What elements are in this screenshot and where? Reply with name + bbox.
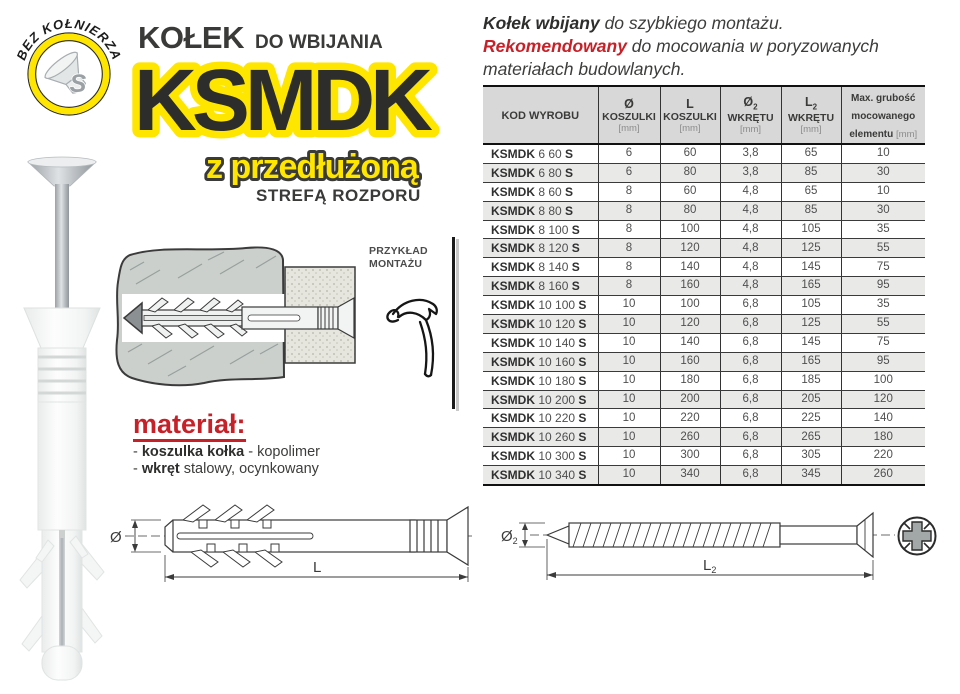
mounting-illustration — [108, 240, 358, 390]
spec-value: 6,8 — [720, 296, 781, 315]
table-row — [483, 352, 925, 371]
spec-value: 6,8 — [720, 466, 781, 485]
spec-value: 55 — [841, 239, 925, 258]
spec-value: 225 — [781, 409, 841, 428]
spec-value: 80 — [660, 163, 720, 182]
spec-value: 10 — [598, 333, 660, 352]
product-photo — [12, 148, 112, 694]
spec-value: 10 — [841, 182, 925, 201]
table-row — [483, 239, 925, 258]
spec-value: 8 — [598, 277, 660, 296]
col-header-3: $Ø_2$ WKRĘTU [mm] — [720, 86, 781, 144]
spec-value: 65 — [781, 182, 841, 201]
intro-bold-1: Kołek wbijany — [483, 13, 600, 33]
spec-value: 55 — [841, 315, 925, 334]
spec-value: 125 — [781, 315, 841, 334]
spec-value: 10 — [598, 428, 660, 447]
spec-value: 6,8 — [720, 352, 781, 371]
product-code: KSMDK 10 220 S — [483, 409, 598, 428]
spec-value: 100 — [660, 220, 720, 239]
intro-line-1 — [483, 12, 957, 35]
sleeve-diameter-label: Ø — [110, 529, 122, 546]
spec-value: 145 — [781, 258, 841, 277]
pozidriv-icon — [899, 518, 936, 555]
spec-value: 6 — [598, 163, 660, 182]
material-list — [133, 444, 320, 478]
product-code: KSMDK 8 120 S — [483, 239, 598, 258]
product-code: KSMDK 8 60 S — [483, 182, 598, 201]
spec-value: 6,8 — [720, 447, 781, 466]
spec-value: 4,8 — [720, 201, 781, 220]
spec-value: 6,8 — [720, 333, 781, 352]
spec-value: 165 — [781, 277, 841, 296]
spec-value: 10 — [598, 296, 660, 315]
col-header-1: Ø KOSZULKI [mm] — [598, 86, 660, 144]
intro-line-3: materiałach budowlanych. — [483, 59, 686, 79]
product-code: KSMDK 6 80 S — [483, 163, 598, 182]
photo-screw-shaft — [55, 184, 69, 310]
product-name: KSMDK — [134, 52, 428, 149]
product-code: KSMDK 8 100 S — [483, 220, 598, 239]
spec-value: 265 — [781, 428, 841, 447]
intro-recommended: Rekomendowany — [483, 36, 627, 56]
spec-value: 80 — [660, 201, 720, 220]
spec-value: 6,8 — [720, 428, 781, 447]
spec-value: 4,8 — [720, 239, 781, 258]
spec-value: 10 — [598, 371, 660, 390]
spec-value: 120 — [841, 390, 925, 409]
table-header-row — [483, 86, 925, 144]
spec-value: 120 — [660, 315, 720, 334]
no-collar-badge — [12, 2, 126, 118]
heading-do-wbijania: DO WBIJANIA — [255, 32, 383, 53]
mount-label-line1: PRZYKŁAD — [369, 245, 428, 257]
spec-value: 185 — [781, 371, 841, 390]
col-header-2: L KOSZULKI [mm] — [660, 86, 720, 144]
badge-arc-text: BEZ KOŁNIERZA — [13, 15, 125, 63]
spec-value: 4,8 — [720, 258, 781, 277]
vertical-divider — [452, 237, 455, 409]
spec-value: 10 — [598, 409, 660, 428]
spec-value: 120 — [660, 239, 720, 258]
product-code: KSMDK 10 300 S — [483, 447, 598, 466]
intro-rest-2: do mocowania w poryzowanych — [626, 36, 879, 56]
product-spec-table — [483, 85, 925, 486]
spec-value: 65 — [781, 144, 841, 163]
spec-value: 10 — [598, 466, 660, 485]
photo-tip — [42, 646, 82, 680]
intro-line-2 — [483, 35, 957, 58]
col-header-4: $L_2$ WKRĘTU [mm] — [781, 86, 841, 144]
product-code: KSMDK 10 140 S — [483, 333, 598, 352]
spec-value: 220 — [841, 447, 925, 466]
spec-value: 35 — [841, 296, 925, 315]
spec-value: 300 — [660, 447, 720, 466]
spec-value: 3,8 — [720, 163, 781, 182]
spec-value: 345 — [781, 466, 841, 485]
spec-value: 260 — [841, 466, 925, 485]
spec-value: 105 — [781, 296, 841, 315]
spec-value: 10 — [598, 315, 660, 334]
spec-value: 8 — [598, 258, 660, 277]
photo-sleeve-body — [38, 402, 86, 530]
spec-value: 180 — [660, 371, 720, 390]
spec-value: 75 — [841, 333, 925, 352]
table-row — [483, 277, 925, 296]
table-row — [483, 409, 925, 428]
product-code: KSMDK 8 160 S — [483, 277, 598, 296]
spec-value: 145 — [781, 333, 841, 352]
spec-value: 75 — [841, 258, 925, 277]
table-row — [483, 390, 925, 409]
spec-value: 60 — [660, 182, 720, 201]
hammer-icon — [381, 287, 443, 379]
spec-value: 8 — [598, 182, 660, 201]
table-row — [483, 428, 925, 447]
spec-value: 6 — [598, 144, 660, 163]
spec-value: 95 — [841, 352, 925, 371]
spec-value: 8 — [598, 239, 660, 258]
material-heading: materiał: — [133, 409, 246, 442]
mount-label-line2: MONTAŻU — [369, 258, 423, 270]
table-body — [483, 144, 925, 485]
spec-value: 85 — [781, 163, 841, 182]
photo-sleeve-collar — [24, 308, 100, 348]
product-name-art — [122, 40, 462, 154]
table-row — [483, 296, 925, 315]
material-item: - koszulka kołka - kopolimer — [133, 444, 320, 460]
spec-value: 4,8 — [720, 277, 781, 296]
table-row — [483, 220, 925, 239]
product-code: KSMDK 10 260 S — [483, 428, 598, 447]
spec-value: 160 — [660, 277, 720, 296]
spec-value: 105 — [781, 220, 841, 239]
spec-value: 85 — [781, 201, 841, 220]
subtitle-highlight: z przedłużoną — [206, 148, 418, 186]
spec-value: 220 — [660, 409, 720, 428]
spec-value: 200 — [660, 390, 720, 409]
screw-diameter-label: $Ø_2$ — [501, 528, 518, 546]
table-row — [483, 315, 925, 334]
spec-value: 125 — [781, 239, 841, 258]
subtitle-rest: STREFĄ ROZPORU — [256, 186, 421, 205]
spec-value: 10 — [598, 390, 660, 409]
sleeve-drawing — [95, 497, 480, 597]
spec-value: 140 — [841, 409, 925, 428]
badge-letter: S — [69, 70, 87, 98]
table-row — [483, 466, 925, 485]
spec-value: 30 — [841, 201, 925, 220]
spec-value: 340 — [660, 466, 720, 485]
spec-value: 140 — [660, 333, 720, 352]
spec-value: 35 — [841, 220, 925, 239]
intro-rest-1: do szybkiego montażu. — [599, 13, 784, 33]
spec-value: 30 — [841, 163, 925, 182]
spec-value: 10 — [841, 144, 925, 163]
screw-drawing — [495, 497, 955, 597]
table-row — [483, 201, 925, 220]
mount-example-label — [369, 245, 428, 271]
product-code: KSMDK 10 200 S — [483, 390, 598, 409]
spec-value: 6,8 — [720, 390, 781, 409]
table-row — [483, 163, 925, 182]
product-code: KSMDK 8 80 S — [483, 201, 598, 220]
table-row — [483, 371, 925, 390]
product-code: KSMDK 10 100 S — [483, 296, 598, 315]
table-row — [483, 333, 925, 352]
spec-value: 6,8 — [720, 409, 781, 428]
spec-value: 8 — [598, 201, 660, 220]
spec-value: 3,8 — [720, 144, 781, 163]
spec-value: 160 — [660, 352, 720, 371]
product-code: KSMDK 6 60 S — [483, 144, 598, 163]
spec-value: 100 — [841, 371, 925, 390]
table-row — [483, 258, 925, 277]
sleeve-length-label: L — [313, 559, 322, 576]
spec-value: 8 — [598, 220, 660, 239]
spec-value: 10 — [598, 447, 660, 466]
col-header-0: KOD WYROBU — [483, 86, 598, 144]
product-code: KSMDK 10 180 S — [483, 371, 598, 390]
spec-value: 305 — [781, 447, 841, 466]
screw-length-label: $L_2$ — [703, 557, 717, 575]
spec-value: 100 — [660, 296, 720, 315]
spec-value: 165 — [781, 352, 841, 371]
table-row — [483, 447, 925, 466]
spec-value: 140 — [660, 258, 720, 277]
spec-value: 205 — [781, 390, 841, 409]
spec-value: 95 — [841, 277, 925, 296]
heading-kolek: KOŁEK — [138, 20, 244, 55]
table-row — [483, 182, 925, 201]
material-item: - wkręt stalowy, ocynkowany — [133, 461, 319, 477]
spec-value: 4,8 — [720, 220, 781, 239]
spec-value: 10 — [598, 352, 660, 371]
spec-value: 260 — [660, 428, 720, 447]
spec-value: 60 — [660, 144, 720, 163]
product-code: KSMDK 10 340 S — [483, 466, 598, 485]
product-code: KSMDK 10 120 S — [483, 315, 598, 334]
col-header-5: Max. grubość mocowanego elementu [mm] — [841, 86, 925, 144]
spec-value: 6,8 — [720, 315, 781, 334]
table-row — [483, 144, 925, 163]
product-code: KSMDK 10 160 S — [483, 352, 598, 371]
spec-value: 180 — [841, 428, 925, 447]
product-code: KSMDK 8 140 S — [483, 258, 598, 277]
spec-value: 4,8 — [720, 182, 781, 201]
intro-paragraph — [483, 12, 957, 81]
spec-value: 6,8 — [720, 371, 781, 390]
